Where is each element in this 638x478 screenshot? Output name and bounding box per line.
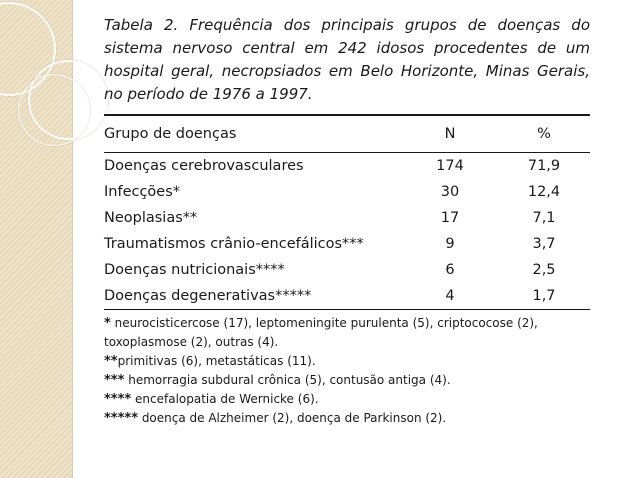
footnote-marker: **** — [104, 392, 132, 407]
table-row — [104, 179, 590, 205]
header-group: Grupo de doenças — [104, 126, 237, 142]
table-row — [104, 231, 590, 257]
footnote — [104, 390, 590, 409]
footnote — [104, 371, 590, 390]
footnote — [104, 314, 590, 333]
footnote-text: doença de Alzheimer (2), doença de Parkinson (2). — [138, 411, 447, 425]
footnote-text: primitivas (6), metastáticas (11). — [117, 354, 316, 368]
row-group: Infecções* — [104, 184, 181, 200]
row-group: Doenças degenerativas***** — [104, 288, 312, 304]
row-percent: 12,4 — [527, 184, 561, 200]
row-percent: 71,9 — [527, 158, 561, 174]
row-n: 6 — [445, 262, 455, 278]
decorative-side-band — [0, 0, 73, 478]
row-n: 4 — [445, 288, 455, 304]
row-n: 9 — [445, 236, 455, 252]
footnote — [104, 352, 590, 371]
footnote — [104, 409, 590, 428]
table-row — [104, 283, 590, 309]
table-document — [104, 14, 590, 428]
row-percent: 7,1 — [532, 210, 556, 226]
footnote-text: encefalopatia de Wernicke (6). — [131, 392, 319, 406]
footnote-text: neurocisticercose (17), leptomeningite purulenta (5), criptococose (2), — [114, 316, 538, 330]
row-n: 30 — [440, 184, 460, 200]
table-row — [104, 153, 590, 179]
table-footnotes — [104, 314, 590, 428]
table-row — [104, 205, 590, 231]
header-n: N — [444, 126, 456, 142]
row-n: 174 — [436, 158, 464, 174]
row-percent: 1,7 — [532, 288, 556, 304]
table-header-row — [104, 116, 590, 152]
footnote-text: toxoplasmose (2), outras (4). — [104, 335, 279, 349]
row-percent: 2,5 — [532, 262, 556, 278]
footnote-marker: ** — [104, 354, 118, 369]
table-bottom-rule — [104, 309, 590, 310]
header-percent: % — [537, 126, 551, 142]
footnote-marker: ***** — [104, 411, 138, 426]
table-caption: Tabela 2. Frequência dos principais grupos de doenças do sistema nervoso central em 242 idosos procedentes de um hospital geral, necropsiados em Belo Horizonte, Minas Gerais, no período de 1976 a 1997. — [104, 16, 590, 103]
row-percent: 3,7 — [532, 236, 556, 252]
row-group: Neoplasias** — [104, 210, 198, 226]
row-group: Doenças nutricionais**** — [104, 262, 285, 278]
disease-frequency-table — [104, 116, 590, 309]
footnote-text: hemorragia subdural crônica (5), contusão antiga (4). — [124, 373, 451, 387]
row-n: 17 — [440, 210, 460, 226]
table-row — [104, 257, 590, 283]
footnote-marker: * — [104, 316, 111, 331]
decorative-circle — [18, 74, 90, 146]
footnote-marker: *** — [104, 373, 125, 388]
footnote — [104, 333, 590, 352]
row-group: Doenças cerebrovasculares — [104, 158, 304, 174]
row-group: Traumatismos crânio-encefálicos*** — [104, 236, 364, 252]
